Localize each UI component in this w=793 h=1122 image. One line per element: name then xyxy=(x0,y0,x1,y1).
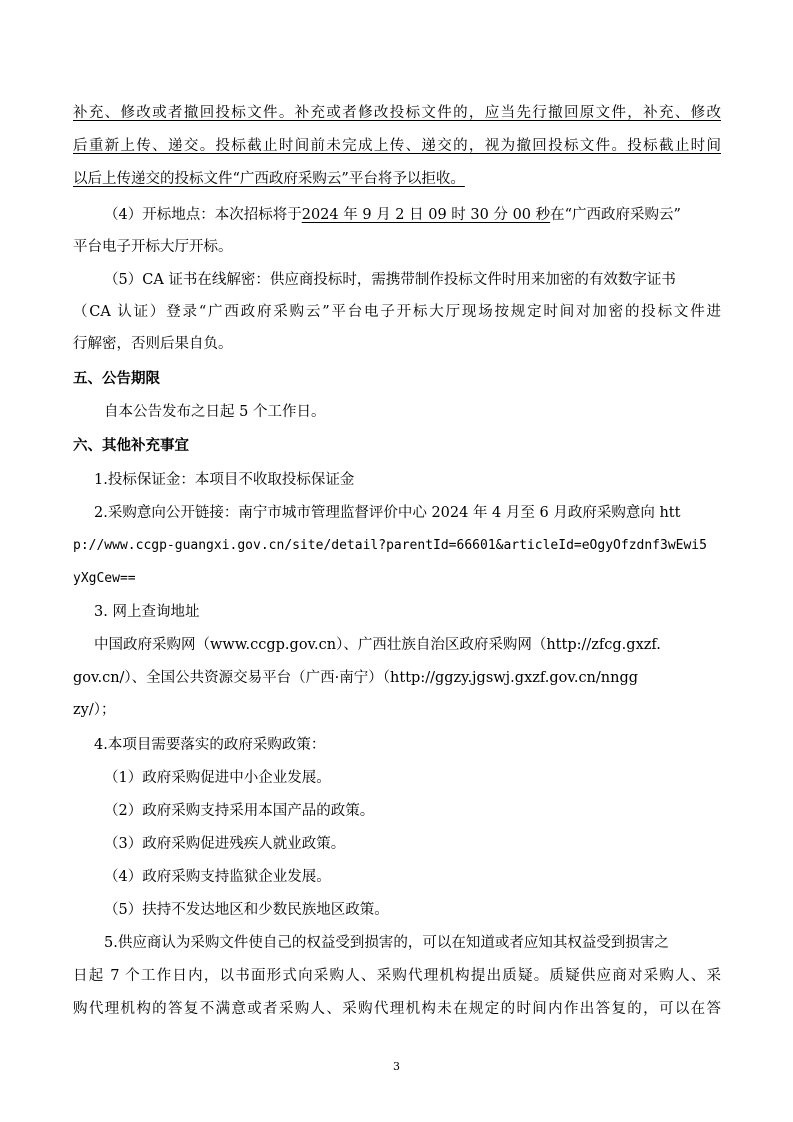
policy-item: （5）扶持不发达地区和少数民族地区政策。 xyxy=(104,902,389,918)
paragraph-line: （5）CA 证书在线解密：供应商投标时，需携带制作投标文件时用来加密的有效数字证书 xyxy=(104,272,676,288)
paragraph-line: zy/）； xyxy=(73,702,116,718)
bid-opening-place: 在“广西政府采购云” xyxy=(550,207,681,223)
policy-item: （4）政府采购支持监狱企业发展。 xyxy=(104,869,331,885)
list-item: 3. 网上查询地址 xyxy=(94,604,200,620)
bid-opening-time: 2024 年 9 月 2 日 09 时 30 分 00 秒 xyxy=(301,207,551,223)
bid-opening-label: （4）开标地点：本次招标将于 xyxy=(104,207,302,223)
paragraph-line: （CA 认证）登录“广西政府采购云”平台电子开标大厅现场按规定时间对加密的投标文件进 xyxy=(73,304,721,320)
paragraph-line: 购代理机构的答复不满意或者采购人、采购代理机构未在规定的时间内作出答复的，可以在答 xyxy=(73,1001,721,1017)
url-line: p://www.ccgp-guangxi.gov.cn/site/detail?parentId=66601&articleId=eOgyOfzdnf3wEwi5 xyxy=(73,538,707,553)
list-item: 1.投标保证金：本项目不收取投标保证金 xyxy=(94,472,355,488)
policy-item: （3）政府采购促进残疾人就业政策。 xyxy=(104,836,346,852)
list-item: 2.采购意向公开链接：南宁市城市管理监督评价中心 2024 年 4 月至 6 月政府采购意向 htt xyxy=(94,505,681,521)
section-heading: 六、其他补充事宜 xyxy=(73,438,189,454)
paragraph-line: gov.cn/）、全国公共资源交易平台（广西·南宁）（http://ggzy.jgswj.gxzf.gov.cn/nngg xyxy=(73,670,639,686)
paragraph-line: 中国政府采购网（www.ccgp.gov.cn）、广西壮族自治区政府采购网（http://zfcg.gxzf. xyxy=(94,637,661,653)
policy-item: （2）政府采购支持采用本国产品的政策。 xyxy=(104,803,375,819)
section-heading: 五、公告期限 xyxy=(73,371,160,387)
policy-item: （1）政府采购促进中小企业发展。 xyxy=(104,770,331,786)
url-line: yXgCew== xyxy=(73,571,136,586)
paragraph-line: 以后上传递交的投标文件“广西政府采购云”平台将予以拒收。 xyxy=(73,171,465,187)
paragraph-line: 行解密，否则后果自负。 xyxy=(73,336,233,352)
paragraph-line: 自本公告发布之日起 5 个工作日。 xyxy=(104,404,326,420)
paragraph-line: 后重新上传、递交。投标截止时间前未完成上传、递交的，视为撤回投标文件。投标截止时间 xyxy=(73,138,721,154)
page-number: 3 xyxy=(393,1060,400,1073)
paragraph-line: 日起 7 个工作日内，以书面形式向采购人、采购代理机构提出质疑。质疑供应商对采购人、采 xyxy=(73,968,721,984)
paragraph-line: 5.供应商认为采购文件使自己的权益受到损害的，可以在知道或者应知其权益受到损害之 xyxy=(104,935,669,951)
list-item: 4.本项目需要落实的政府采购政策： xyxy=(94,737,326,753)
paragraph-line: 平台电子开标大厅开标。 xyxy=(73,239,233,255)
paragraph-line: 补充、修改或者撤回投标文件。补充或者修改投标文件的，应当先行撤回原文件，补充、修改 xyxy=(73,105,721,121)
bid-opening-line xyxy=(104,205,681,225)
